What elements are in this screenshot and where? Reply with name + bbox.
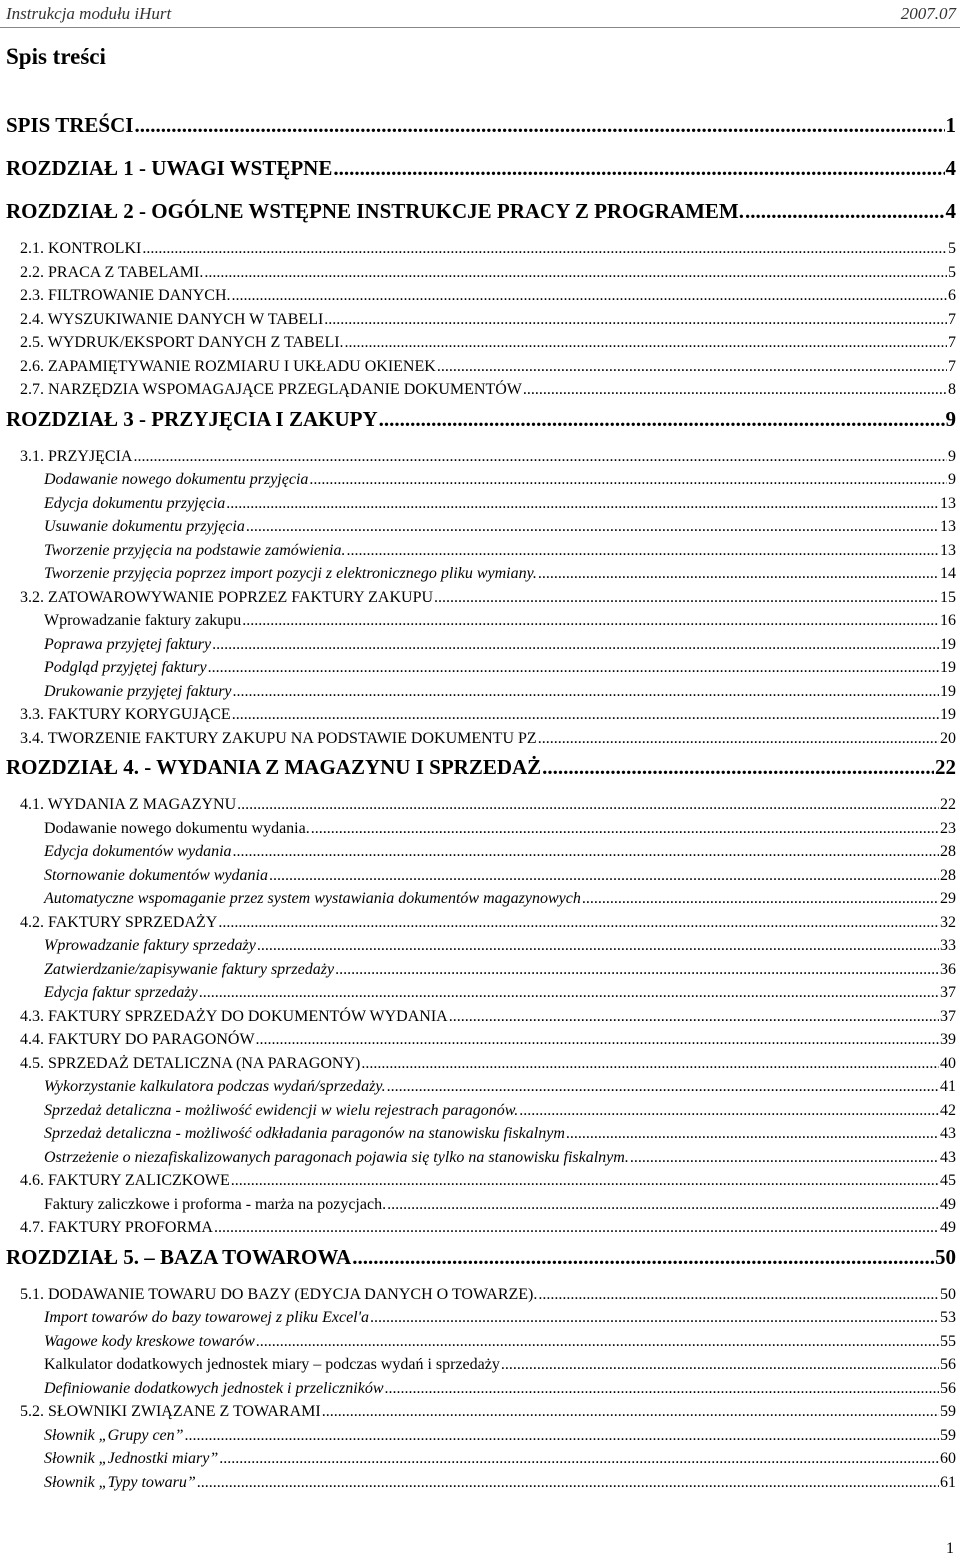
toc-page-number: 15	[940, 588, 956, 606]
toc-leader-dots	[346, 539, 939, 563]
page-number: 1	[946, 1540, 954, 1557]
toc-entry-level-3[interactable]	[6, 1424, 956, 1448]
toc-entry-level-3[interactable]	[6, 492, 956, 516]
toc-leader-dots	[538, 562, 939, 586]
toc-entry-level-3[interactable]	[6, 817, 956, 841]
toc-leader-dots	[501, 1353, 939, 1377]
toc-leader-dots	[204, 261, 947, 285]
toc-page-number: 22	[940, 796, 956, 813]
toc-leader-dots	[387, 1193, 939, 1217]
toc-leader-dots	[566, 1122, 939, 1146]
header-date: 2007.07	[900, 4, 956, 23]
toc-page-number: 37	[940, 1007, 956, 1025]
toc-entry-level-3[interactable]	[6, 1471, 956, 1495]
toc-entry-level-2[interactable]	[6, 237, 956, 261]
toc-entry-text: Sprzedaż detaliczna - możliwość odkładania paragonów na stanowisku fiskalnym	[44, 1125, 565, 1142]
toc-page-number: 7	[948, 357, 956, 375]
toc-leader-dots	[233, 680, 939, 704]
toc-leader-dots	[379, 402, 945, 436]
toc-entry-level-2[interactable]	[6, 911, 956, 935]
toc-leader-dots	[233, 840, 939, 864]
toc-entry-text: 4.5. SPRZEDAŻ DETALICZNA (NA PARAGONY)	[20, 1054, 361, 1072]
toc-entry-level-3[interactable]	[6, 1099, 956, 1123]
toc-page-number: 61	[940, 1473, 956, 1491]
toc-entry-text: 2.5. WYDRUK/EKSPORT DANYCH Z TABELI.	[20, 334, 344, 351]
toc-page-number: 29	[940, 890, 956, 907]
toc-entry-text: Faktury zaliczkowe i proforma - marża na pozycjach.	[44, 1195, 387, 1213]
toc-leader-dots	[519, 1099, 939, 1123]
toc-page-number: 9	[945, 406, 956, 431]
toc-entry-text: Wprowadzanie faktury sprzedaży	[44, 937, 256, 954]
toc-page-number: 37	[940, 984, 956, 1001]
toc-page-number: 20	[940, 729, 956, 747]
toc-entry-text: Import towarów do bazy towarowej z pliku Excel'a	[44, 1309, 370, 1326]
toc-page-number: 5	[948, 263, 956, 281]
toc-leader-dots	[542, 750, 934, 784]
toc-entry-level-3[interactable]	[6, 633, 956, 657]
toc-leader-dots	[437, 355, 947, 379]
toc-entry-level-3[interactable]	[6, 1122, 956, 1146]
toc-entry-level-3[interactable]	[6, 864, 956, 888]
toc-leader-dots	[218, 911, 939, 935]
toc-entry-text: 3.1. PRZYJĘCIA	[20, 447, 133, 465]
toc-page-number: 9	[948, 447, 956, 465]
toc-entry-level-3[interactable]	[6, 562, 956, 586]
toc-entry-level-1[interactable]	[6, 1240, 956, 1283]
toc-page-number: 43	[940, 1125, 956, 1142]
toc-page-number: 9	[948, 471, 956, 488]
toc-entry-text: 4.3. FAKTURY SPRZEDAŻY DO DOKUMENTÓW WYDANIA	[20, 1007, 448, 1025]
toc-entry-level-2[interactable]	[6, 1052, 956, 1076]
toc-entry-level-3[interactable]	[6, 680, 956, 704]
toc-entry-level-2[interactable]	[6, 308, 956, 332]
toc-page-number: 4	[945, 156, 956, 180]
toc-leader-dots	[538, 1283, 939, 1307]
toc-entry-text: Usuwanie dokumentu przyjęcia	[44, 518, 245, 535]
toc-leader-dots	[199, 981, 939, 1005]
toc-entry-level-3[interactable]	[6, 981, 956, 1005]
toc-page-number: 49	[940, 1219, 956, 1236]
toc-entry-level-3[interactable]	[6, 958, 956, 982]
toc-page-number: 53	[940, 1309, 956, 1326]
toc-entry-level-3[interactable]	[6, 1146, 956, 1170]
toc-leader-dots	[361, 1052, 939, 1076]
toc-entry-level-1[interactable]	[6, 108, 956, 151]
toc-entry-text: Stornowanie dokumentów wydania	[44, 866, 268, 884]
toc-leader-dots	[352, 1240, 934, 1274]
toc-entry-level-2[interactable]	[6, 1169, 956, 1193]
toc-page-number: 42	[940, 1101, 956, 1119]
toc-entry-level-2[interactable]	[6, 586, 956, 610]
toc-entry-text: 5.2. SŁOWNIKI ZWIĄZANE Z TOWARAMI	[20, 1403, 321, 1420]
toc-page-number: 4	[945, 199, 956, 223]
toc-entry-text: ROZDZIAŁ 4. - WYDANIA Z MAGAZYNU I SPRZEDAŻ	[6, 755, 542, 779]
toc-page-number: 45	[940, 1172, 956, 1189]
toc-page-number: 19	[940, 682, 956, 700]
toc-leader-dots	[208, 656, 939, 680]
toc-leader-dots	[256, 1330, 939, 1354]
toc-leader-dots	[370, 1306, 939, 1330]
toc-entry-text: 4.2. FAKTURY SPRZEDAŻY	[20, 913, 218, 931]
toc-leader-dots	[269, 864, 939, 888]
toc-page-number: 33	[940, 937, 956, 954]
toc-leader-dots	[385, 1377, 940, 1401]
toc-leader-dots	[214, 1216, 939, 1240]
toc-leader-dots	[133, 445, 947, 469]
toc-entry-level-2[interactable]	[6, 378, 956, 402]
toc-page-number: 23	[940, 819, 956, 837]
toc-leader-dots	[246, 515, 939, 539]
toc-page-number: 32	[940, 913, 956, 931]
toc-page-number: 7	[948, 310, 956, 328]
toc-leader-dots	[212, 633, 939, 657]
toc-page-number: 56	[940, 1379, 956, 1397]
toc-leader-dots	[226, 492, 939, 516]
toc-entry-level-3[interactable]	[6, 1353, 956, 1377]
toc-entry-text: Dodawanie nowego dokumentu przyjęcia	[44, 471, 309, 488]
toc-entry-level-3[interactable]	[6, 468, 956, 492]
toc-page-number: 49	[940, 1195, 956, 1213]
toc-entry-level-1[interactable]	[6, 750, 956, 793]
toc-page-number: 13	[940, 541, 956, 559]
toc-entry-text: 2.3. FILTROWANIE DANYCH.	[20, 287, 231, 304]
toc-entry-level-2[interactable]	[6, 1216, 956, 1240]
toc-entry-text: Podgląd przyjętej faktury	[44, 659, 207, 676]
toc-leader-dots	[309, 468, 947, 492]
toc-leader-dots	[237, 793, 939, 817]
toc-entry-text: Słownik „Jednostki miary”	[44, 1450, 219, 1467]
toc-leader-dots	[185, 1424, 939, 1448]
toc-entry-text: 3.3. FAKTURY KORYGUJĄCE	[20, 706, 231, 723]
toc-entry-text: 5.1. DODAWANIE TOWARU DO BAZY (EDYCJA DANYCH O TOWARZE).	[20, 1285, 538, 1303]
toc-entry-text: Zatwierdzanie/zapisywanie faktury sprzedaży	[44, 960, 335, 978]
toc-leader-dots	[745, 194, 945, 228]
toc-entry-level-3[interactable]	[6, 1447, 956, 1471]
toc-page-number: 28	[940, 866, 956, 884]
toc-leader-dots	[523, 378, 947, 402]
toc-page-number: 56	[940, 1356, 956, 1373]
page-header	[6, 2, 956, 26]
toc-entry-level-3[interactable]	[6, 515, 956, 539]
header-title: Instrukcja modułu iHurt	[6, 4, 172, 23]
toc-leader-dots	[582, 887, 939, 911]
toc-entry-level-2[interactable]	[6, 1400, 956, 1424]
toc-entry-text: 4.7. FAKTURY PROFORMA	[20, 1219, 213, 1236]
toc-entry-text: 2.2. PRACA Z TABELAMI.	[20, 263, 204, 281]
toc-page-number: 8	[948, 381, 956, 398]
toc-entry-level-3[interactable]	[6, 934, 956, 958]
toc-leader-dots	[335, 958, 939, 982]
toc-entry-text: Słownik „Grupy cen”	[44, 1426, 184, 1444]
toc-title: Spis treści	[6, 44, 106, 69]
toc-entry-level-2[interactable]	[6, 445, 956, 469]
toc-entry-text: Dodawanie nowego dokumentu wydania.	[44, 819, 310, 837]
toc-page-number: 59	[940, 1426, 956, 1444]
toc-entry-level-2[interactable]	[6, 331, 956, 355]
toc-entry-text: 2.1. KONTROLKI	[20, 240, 142, 257]
toc-page-number: 16	[940, 612, 956, 629]
toc-leader-dots	[434, 586, 939, 610]
toc-entry-text: Kalkulator dodatkowych jednostek miary – podczas wydań i sprzedaży	[44, 1356, 500, 1373]
toc-entry-level-2[interactable]	[6, 727, 956, 751]
toc-leader-dots	[142, 237, 947, 261]
toc-entry-text: Edycja dokumentu przyjęcia	[44, 494, 226, 512]
toc-entry-level-2[interactable]	[6, 1028, 956, 1052]
toc-leader-dots	[538, 727, 939, 751]
toc-entry-text: Edycja dokumentów wydania	[44, 843, 232, 860]
toc-entry-text: ROZDZIAŁ 2 - OGÓLNE WSTĘPNE INSTRUKCJE PRACY Z PROGRAMEM.	[6, 199, 744, 223]
toc-leader-dots	[322, 1400, 939, 1424]
toc-page-number: 19	[940, 659, 956, 676]
toc-page-number: 13	[940, 518, 956, 535]
toc-page-number: 5	[948, 240, 956, 257]
toc-entry-level-2[interactable]	[6, 355, 956, 379]
toc-leader-dots	[387, 1075, 939, 1099]
toc-entry-level-2[interactable]	[6, 793, 956, 817]
toc-page-number: 55	[940, 1332, 956, 1350]
toc-entry-level-3[interactable]	[6, 1075, 956, 1099]
toc-entry-text: 2.6. ZAPAMIĘTYWANIE ROZMIARU I UKŁADU OKIENEK	[20, 357, 436, 375]
toc-entry-text: 2.7. NARZĘDZIA WSPOMAGAJĄCE PRZEGLĄDANIE DOKUMENTÓW	[20, 381, 522, 398]
toc-page-number: 22	[935, 755, 956, 779]
toc-entry-text: Edycja faktur sprzedaży	[44, 984, 198, 1001]
toc-entry-text: Definiowanie dodatkowych jednostek i przeliczników	[44, 1379, 384, 1397]
toc-entry-level-1[interactable]	[6, 194, 956, 237]
toc-entry-level-3[interactable]	[6, 1306, 956, 1330]
toc-page-number: 60	[940, 1450, 956, 1467]
toc-entry-level-2[interactable]	[6, 1283, 956, 1307]
toc-entry-text: SPIS TREŚCI	[6, 113, 134, 137]
toc-leader-dots	[449, 1005, 939, 1029]
toc-leader-dots	[630, 1146, 939, 1170]
toc-entry-level-3[interactable]	[6, 539, 956, 563]
toc-leader-dots	[232, 703, 939, 727]
toc-entry-text: ROZDZIAŁ 5. – BAZA TOWAROWA	[6, 1244, 352, 1269]
toc-entry-level-1[interactable]	[6, 402, 956, 445]
toc-entry-level-2[interactable]	[6, 1005, 956, 1029]
toc-page-number: 41	[940, 1078, 956, 1095]
toc-page-number: 14	[940, 565, 956, 582]
toc-page-number: 59	[940, 1403, 956, 1420]
toc-leader-dots	[242, 609, 939, 633]
toc-entry-level-1[interactable]	[6, 151, 956, 194]
toc-entry-text: Tworzenie przyjęcia poprzez import pozycji z elektronicznego pliku wymiany.	[44, 565, 537, 582]
toc-entry-level-3[interactable]	[6, 887, 956, 911]
toc-page-number: 19	[940, 706, 956, 723]
toc-leader-dots	[345, 331, 947, 355]
toc-entry-level-2[interactable]	[6, 703, 956, 727]
toc-entry-level-2[interactable]	[6, 284, 956, 308]
toc-entry-text: Sprzedaż detaliczna - możliwość ewidencji w wielu rejestrach paragonów.	[44, 1101, 519, 1119]
toc-leader-dots	[333, 151, 944, 185]
toc-page-number: 39	[940, 1031, 956, 1048]
header-rule	[0, 27, 960, 28]
toc-leader-dots	[232, 284, 947, 308]
toc-entry-text: Słownik „Typy towaru”	[44, 1473, 196, 1491]
toc-page-number: 36	[940, 960, 956, 978]
toc-entry-text: 2.4. WYSZUKIWANIE DANYCH W TABELI	[20, 310, 324, 328]
toc-page-number: 19	[940, 635, 956, 653]
toc-entry-text: Automatyczne wspomaganie przez system wystawiania dokumentów magazynowych	[44, 890, 581, 907]
toc-entry-text: Wprowadzanie faktury zakupu	[44, 612, 242, 629]
toc-entry-text: ROZDZIAŁ 1 - UWAGI WSTĘPNE	[6, 156, 333, 180]
toc-entry-text: Wykorzystanie kalkulatora podczas wydań/sprzedaży.	[44, 1078, 386, 1095]
toc-entry-level-3[interactable]	[6, 1330, 956, 1354]
toc-entry-text: Ostrzeżenie o niezafiskalizowanych paragonach pojawia się tylko na stanowisku fiskalnym.	[44, 1148, 629, 1166]
toc-page-number: 28	[940, 843, 956, 860]
toc-page-number: 50	[940, 1285, 956, 1303]
toc-leader-dots	[197, 1471, 939, 1495]
toc-entry-level-3[interactable]	[6, 656, 956, 680]
toc-entry-text: 4.1. WYDANIA Z MAGAZYNU	[20, 796, 237, 813]
toc-entry-text: Tworzenie przyjęcia na podstawie zamówienia.	[44, 541, 346, 559]
toc-entry-level-3[interactable]	[6, 1193, 956, 1217]
toc-entry-text: Poprawa przyjętej faktury	[44, 635, 212, 653]
toc-leader-dots	[219, 1447, 939, 1471]
toc-page-number: 13	[940, 494, 956, 512]
toc-leader-dots	[324, 308, 947, 332]
toc-page-number: 50	[935, 1244, 956, 1269]
toc-leader-dots	[311, 817, 939, 841]
toc-page-number: 1	[945, 113, 956, 137]
toc-entry-text: 3.4. TWORZENIE FAKTURY ZAKUPU NA PODSTAWIE DOKUMENTU PZ	[20, 729, 537, 747]
toc-leader-dots	[257, 934, 939, 958]
toc-entry-text: Wagowe kody kreskowe towarów	[44, 1332, 255, 1350]
toc-entry-text: 4.4. FAKTURY DO PARAGONÓW	[20, 1031, 255, 1048]
toc-entry-text: ROZDZIAŁ 3 - PRZYJĘCIA I ZAKUPY	[6, 406, 378, 431]
toc-leader-dots	[231, 1169, 939, 1193]
toc-page-number: 7	[948, 334, 956, 351]
toc-entry-text: Drukowanie przyjętej faktury	[44, 682, 232, 700]
toc-entry-level-3[interactable]	[6, 1377, 956, 1401]
toc-entry-text: 4.6. FAKTURY ZALICZKOWE	[20, 1172, 230, 1189]
toc-page-number: 40	[940, 1054, 956, 1072]
toc-page-number: 6	[948, 287, 956, 304]
toc-page-number: 43	[940, 1148, 956, 1166]
table-of-contents	[6, 108, 956, 1494]
toc-entry-level-2[interactable]	[6, 261, 956, 285]
toc-entry-level-3[interactable]	[6, 609, 956, 633]
toc-leader-dots	[256, 1028, 939, 1052]
toc-leader-dots	[134, 108, 944, 142]
toc-entry-text: 3.2. ZATOWAROWYWANIE POPRZEZ FAKTURY ZAKUPU	[20, 588, 434, 606]
toc-entry-level-3[interactable]	[6, 840, 956, 864]
